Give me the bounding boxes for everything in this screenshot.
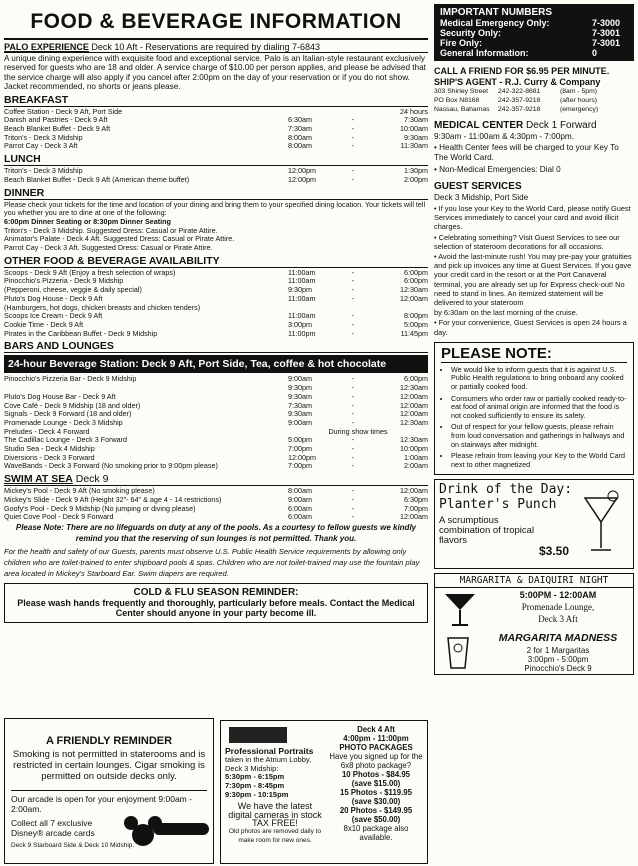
pool-end: 6:30pm — [404, 494, 428, 504]
breakfast-end: 7:30am — [404, 115, 428, 125]
breakfast-start: 7:30am — [288, 124, 312, 134]
bar-row — [4, 462, 428, 471]
breakfast-start: 6:30am — [288, 115, 312, 125]
agent-cell: 242-322-8681 — [498, 88, 541, 95]
other-start: 11:00pm — [288, 328, 316, 338]
note-key-card: • Please refrain from leaving your Key to the World Card next to other magnetized — [451, 452, 627, 469]
bars-heading: BARS AND LOUNGES — [4, 339, 428, 353]
other-row — [4, 330, 428, 339]
pool-row — [4, 496, 428, 505]
margarita-night-box — [434, 573, 634, 675]
lunch-end: 2:00pm — [404, 174, 428, 184]
lunch-end: 1:30pm — [404, 166, 428, 176]
other-name: Pirates in the Caribbean Buffet - Deck 9 Midship — [4, 329, 158, 338]
agent-cell: 303 Shirley Street — [434, 88, 489, 95]
bar-start: 7:30am — [288, 400, 312, 410]
important-title: IMPORTANT NUMBERS — [440, 7, 553, 18]
other-row — [4, 269, 428, 278]
bar-name: Cove Café - Deck 9 Midship (18 and older) — [4, 401, 141, 410]
left-column — [4, 4, 428, 623]
other-name: (Hamburgers, hot dogs, chicken breasts and chicken tenders) — [4, 303, 201, 312]
other-dash: - — [351, 319, 355, 329]
package-15-save: (save $30.00) — [351, 797, 401, 806]
important-list — [440, 18, 628, 58]
pool-safety-note: For the health and safety of our Guests, parents must observe U.S. Public Health Service requirements by allowing only children who are toilet-trained to enter shipboard pools & spas. Children who are not toilet-trained may use the fountain play area located in Mickey's Starboard Ear. Swim diapers are required. — [4, 546, 420, 578]
lifeguard-note: Please Note: There are no lifeguards on duty at any of the pools. As a courtesy to fellow guests we kindly remind you that the reserving of sun lounges is not permitted. Thank you. — [15, 522, 417, 543]
breakfast-row — [4, 108, 428, 117]
bar-dash: - — [351, 374, 355, 384]
bar-end: 12:00am — [400, 409, 428, 419]
other-dash: - — [351, 267, 355, 277]
agent-cell: (emergency) — [560, 106, 599, 113]
other-row — [4, 312, 428, 321]
dinner-seating: 6:00pm Dinner Seating or 8:30pm Dinner Seating — [4, 216, 171, 226]
important-number-value: 7-3001 — [592, 28, 621, 38]
margarita-night-deck: Deck 3 Aft — [538, 614, 578, 625]
other-name: Cookie Time - Deck 9 Aft — [4, 320, 84, 329]
other-end: 11:45pm — [400, 328, 428, 338]
other-list — [4, 269, 428, 339]
old-photos-note: Old photos are removed daily to make room for new ones. — [228, 828, 322, 844]
arcade-hours: Our arcade is open for your enjoyment 9:00am - 2:00am. — [11, 790, 207, 814]
note-raw-food: • Consumers who order raw or partially cooked ready-to-eat food of animal origin are informed that the food is not cooked sufficiently to ensure its safety. — [451, 395, 627, 421]
swim-list — [4, 487, 428, 522]
drink-of-the-day — [434, 479, 634, 569]
portraits-location: taken in the Atrium Lobby, Deck 3 Midship: — [225, 754, 312, 773]
important-number-row — [440, 18, 628, 28]
agent-cell: (8am - 5pm) — [560, 88, 598, 95]
important-number-value: 7-3001 — [592, 38, 621, 48]
portrait-time-3: 9:30pm - 10:15pm — [225, 789, 289, 799]
bar-row — [4, 402, 428, 411]
bar-dash: - — [351, 417, 355, 427]
package-15: 15 Photos - $119.95 — [340, 788, 412, 797]
palo-header — [4, 42, 428, 53]
friendly-reminder-box — [4, 718, 214, 864]
bar-dash: - — [351, 400, 355, 410]
bar-row — [4, 436, 428, 445]
margarita-glass-icon — [443, 590, 477, 628]
guest-celebrating: • Celebrating something? Visit Guest Services to see our selection of stateroom decorations for all occasions. — [434, 232, 620, 251]
bar-row — [4, 445, 428, 454]
package-20: 20 Photos - $149.95 — [339, 806, 413, 815]
bar-row — [4, 384, 428, 393]
agent-row — [434, 105, 634, 114]
palo-title: PALO EXPERIENCE — [4, 42, 89, 52]
bar-dash: - — [351, 452, 355, 462]
other-end: 12:00am — [400, 293, 428, 303]
other-start: 11:00am — [288, 276, 316, 286]
pool-row — [4, 505, 428, 514]
other-end: 5:00pm — [404, 319, 428, 329]
other-end: 6:00pm — [404, 276, 428, 286]
other-start: 3:00pm — [288, 319, 312, 329]
please-note-list — [441, 366, 627, 470]
bar-name: The Cadillac Lounge - Deck 3 Forward — [4, 436, 128, 445]
bar-name: Signals - Deck 9 Forward (18 and older) — [4, 410, 132, 419]
breakfast-end: 24 hours — [400, 106, 428, 116]
breakfast-name: Danish and Pastries - Deck 9 Aft — [4, 116, 108, 125]
bar-row — [4, 410, 428, 419]
margarita-madness-offer: 2 for 1 Margaritas — [526, 646, 590, 656]
cocktail-glass-icon — [577, 488, 625, 558]
lunch-heading: LUNCH — [4, 152, 428, 166]
pool-name: Quiet Cove Pool - Deck 9 Forward — [4, 513, 114, 522]
packages-heading: PHOTO PACKAGES — [339, 743, 413, 752]
drink-description: A scrumptious combination of tropical flavors — [439, 515, 535, 547]
package-20-save: (save $50.00) — [351, 815, 401, 824]
agent-row — [434, 87, 634, 96]
pool-end: 12:00am — [400, 486, 428, 496]
breakfast-dash: - — [351, 115, 355, 125]
other-dash: - — [351, 328, 355, 338]
margarita-madness-location: Pinocchio's Deck 9 — [524, 664, 592, 674]
bottom-boxes — [4, 718, 428, 864]
drink-title: Drink of the Day: Planter's Punch — [439, 482, 573, 513]
dinner-animators: Animator's Palate - Deck 4 Aft. Suggested Dress: Casual or Pirate Attire. — [4, 234, 235, 244]
breakfast-row — [4, 134, 428, 143]
bar-dash: - — [351, 391, 355, 401]
medical-non-emergency: • Non-Medical Emergencies: Dial 0 — [434, 164, 561, 174]
other-start: 11:00am — [288, 293, 316, 303]
arcade-location: Deck 9 Starboard Side & Deck 10 Midship. — [11, 842, 135, 849]
packages-time: 4:00pm - 11:00pm — [343, 734, 409, 743]
right-column — [434, 4, 634, 675]
breakfast-name: Beach Blanket Buffet - Deck 9 Aft — [4, 125, 111, 134]
breakfast-dash: - — [351, 132, 355, 142]
bar-row — [4, 375, 428, 384]
bar-start: 7:00pm — [288, 461, 312, 471]
pool-start: 6:00am — [288, 512, 312, 522]
bar-start: 9:30am — [288, 409, 312, 419]
packages-intro: Have you signed up for the 6x8 photo package? — [329, 752, 423, 770]
bar-dash: - — [351, 461, 355, 471]
pool-dash: - — [351, 512, 355, 522]
bars-list — [4, 375, 428, 427]
margarita-madness-time: 3:00pm - 5:00pm — [527, 655, 589, 665]
pool-row — [4, 487, 428, 496]
agent-cell: Nassau, Bahamas — [434, 106, 490, 113]
quarter-masters-logo — [153, 823, 209, 835]
bar-name: Pinocchio's Pizzeria Bar - Deck 9 Midship — [4, 375, 137, 384]
note-cooked-food: • We would like to inform guests that it is against U.S. Public Health regulations to bring onboard any cooked or partially cooked food. — [451, 366, 627, 392]
margarita-night-title: MARGARITA & DAIQUIRI NIGHT — [435, 574, 633, 588]
bar-row — [4, 393, 428, 402]
lunch-start: 12:00pm — [288, 174, 316, 184]
pool-end: 12:00am — [400, 512, 428, 522]
dinner-tritons: Triton's - Deck 3 Midship. Suggested Dress: Casual or Pirate Attire. — [4, 225, 218, 235]
package-10-save: (save $15.00) — [351, 779, 401, 788]
please-note-box — [434, 342, 634, 476]
bar-dash: - — [351, 383, 355, 393]
call-a-friend: CALL A FRIEND FOR $6.95 PER MINUTE. — [434, 66, 610, 76]
ships-agent-list — [434, 87, 634, 114]
bar-start: 9:30pm — [288, 383, 312, 393]
bar-start: 9:30am — [288, 391, 312, 401]
other-row — [4, 304, 428, 313]
page-title: FOOD & BEVERAGE INFORMATION — [4, 4, 428, 40]
guest-services-location: Deck 3 Midship, Port Side — [434, 192, 529, 202]
guest-statement-time: by 6:30am on the last morning of the cruise. — [434, 308, 578, 318]
other-name: Scoops - Deck 9 Aft (Enjoy a fresh selection of wraps) — [4, 268, 176, 277]
please-note-title: PLEASE NOTE: — [441, 345, 627, 363]
bar-start: 9:00am — [288, 374, 312, 384]
breakfast-heading: BREAKFAST — [4, 93, 428, 107]
bars-list-2 — [4, 436, 428, 471]
other-name: Pinocchio's Pizzeria - Deck 9 Midship — [4, 277, 124, 286]
important-number-value: 7-3000 — [592, 18, 621, 28]
bar-name: Pluto's Dog House Bar - Deck 9 Aft — [4, 392, 116, 401]
pool-name: Mickey's Pool - Deck 9 Aft (No smoking please) — [4, 487, 155, 496]
bar-start: 5:00pm — [288, 435, 312, 445]
breakfast-row — [4, 142, 428, 151]
other-name: (Pepperoni, cheese, veggie & daily special) — [4, 286, 142, 295]
friendly-body: Smoking is not permitted in staterooms and is restricted in certain lounges. Cigar smoking is permitted on outside decks only. — [12, 749, 206, 782]
bar-name: Studio Sea - Deck 4 Midship — [4, 445, 95, 454]
portraits-info — [225, 725, 325, 846]
guest-checkout: • Avoid the last-minute rush! You may pre-pay your gratuities and pick up invoices any time at Guest Services. If you gave your credit card in the resort or at the Port Canaveral terminal, you are already set up for Express check-out! No need to stand in lines. An itemized statement will be delivered to your stateroom — [434, 252, 632, 308]
important-number-value: 0 — [592, 48, 598, 58]
other-end: 6:00pm — [404, 267, 428, 277]
breakfast-name: Triton's - Deck 3 Midship — [4, 133, 83, 142]
pool-start: 6:00am — [288, 503, 312, 513]
margarita-night-location: Promenade Lounge, — [521, 602, 595, 613]
bar-end: 12:30am — [400, 383, 428, 393]
other-name: Pluto's Dog House - Deck 9 Aft — [4, 294, 103, 303]
other-dash: - — [351, 311, 355, 321]
breakfast-row — [4, 116, 428, 125]
other-dash: - — [351, 276, 355, 286]
bar-start: 7:00pm — [288, 444, 312, 454]
dinner-parrot: Parrot Cay - Deck 3 Aft. Suggested Dress: Casual or Pirate Attire. — [4, 243, 213, 253]
guest-24h: • For your convenience, Guest Services is open 24 hours a day. — [434, 318, 627, 337]
other-name: Scoops Ice Cream - Deck 9 Aft — [4, 312, 103, 321]
breakfast-row — [4, 125, 428, 134]
preludes-row: Preludes - Deck 4 Forward During show times — [4, 426, 388, 436]
bar-end: 12:30am — [400, 417, 428, 427]
friendly-title: A FRIENDLY REMINDER — [45, 735, 173, 747]
guest-services-heading: GUEST SERVICES — [434, 180, 522, 192]
dinner-intro: Please check your tickets for the time and location of your dining and bring them to your specified dining location. Your tickets will tell you whether you are to dine at one of the following: — [4, 200, 426, 218]
important-number-row — [440, 48, 628, 58]
medical-hours: 9:30am - 11:00am & 4:30pm - 7:00pm. — [434, 132, 575, 141]
other-heading: OTHER FOOD & BEVERAGE AVAILABILITY — [4, 254, 428, 268]
agent-cell: 242-357-9218 — [498, 106, 541, 113]
breakfast-end: 9:30am — [404, 132, 428, 142]
agent-row — [434, 96, 634, 105]
medical-fees: • Health Center fees will be charged to your Key To The World Card. — [434, 143, 619, 163]
bar-end: 10:00pm — [400, 444, 428, 454]
bar-start: 12:00pm — [288, 452, 316, 462]
pool-dash: - — [351, 486, 355, 496]
bar-end: 1:00am — [404, 452, 428, 462]
agent-cell: (after hours) — [560, 97, 598, 104]
lunch-row — [4, 167, 428, 176]
other-row — [4, 295, 428, 304]
cold-flu-body: Please wash hands frequently and thoroughly, particularly before meals. Contact the Medical Center should anyone in your party become ill. — [17, 597, 415, 619]
lunch-dash: - — [351, 174, 355, 184]
breakfast-name: Parrot Cay - Deck 3 Aft — [4, 142, 78, 151]
frozen-drink-icon — [443, 634, 473, 672]
cold-flu-box — [4, 583, 428, 623]
breakfast-start: 8:00am — [288, 132, 312, 142]
package-10: 10 Photos - $84.95 — [341, 770, 411, 779]
important-number-label: Security Only: — [440, 28, 502, 38]
pool-start: 9:00am — [288, 494, 312, 504]
important-numbers — [434, 4, 634, 61]
bar-end: 2:00am — [404, 461, 428, 471]
margarita-night-time: 5:00PM - 12:00AM — [519, 590, 597, 601]
bar-dash: - — [351, 444, 355, 454]
photo-box — [220, 720, 428, 864]
bar-end: 6:00pm — [404, 374, 428, 384]
breakfast-dash: - — [351, 141, 355, 151]
package-8x10: 8x10 package also available. — [343, 824, 409, 842]
breakfast-end: 10:00am — [400, 124, 428, 134]
packages-location: Deck 4 Aft — [357, 725, 395, 734]
bar-name: WaveBands - Deck 3 Forward (No smoking prior to 9:00pm please) — [4, 462, 218, 471]
other-start: 11:00am — [288, 311, 316, 321]
other-row — [4, 286, 428, 295]
other-end: 12:30am — [400, 285, 428, 295]
breakfast-start: 8:00am — [288, 141, 312, 151]
important-number-row — [440, 38, 628, 48]
note-quiet-hours: • Out of respect for your fellow guests, please refrain from loud conversation and gatherings in hallways and on stairways after midnight. — [451, 423, 627, 449]
bar-dash: - — [351, 409, 355, 419]
bar-row — [4, 454, 428, 463]
pool-dash: - — [351, 494, 355, 504]
other-row — [4, 321, 428, 330]
medical-heading: MEDICAL CENTER Deck 1 Forward — [434, 120, 597, 131]
bar-end: 12:30am — [400, 435, 428, 445]
lunch-list — [4, 167, 428, 184]
bar-end: 12:00am — [400, 391, 428, 401]
cold-flu-title: COLD & FLU SEASON REMINDER: — [133, 586, 299, 598]
breakfast-end: 11:30am — [400, 141, 428, 151]
pool-end: 7:00pm — [404, 503, 428, 513]
portrait-time-1: 5:30pm - 6:15pm — [225, 772, 285, 782]
breakfast-name: Coffee Station - Deck 9 Aft, Port Side — [4, 107, 123, 116]
other-end: 8:00pm — [404, 311, 428, 321]
pool-dash: - — [351, 503, 355, 513]
important-number-label: Fire Only: — [440, 38, 483, 48]
lunch-start: 12:00pm — [288, 166, 316, 176]
other-start: 9:30pm — [288, 285, 312, 295]
agent-cell: 242-357-9218 — [498, 97, 541, 104]
ships-agent-title: SHIP'S AGENT - R.J. Curry & Company — [434, 77, 601, 87]
bar-name: Diversions - Deck 3 Forward — [4, 453, 95, 462]
portraits-heading: Professional Portraits — [225, 746, 314, 756]
lunch-name: Triton's - Deck 3 Midship — [4, 167, 83, 176]
other-start: 11:00am — [288, 267, 316, 277]
pool-row — [4, 513, 428, 522]
other-row — [4, 277, 428, 286]
palo-description: A unique dining experience with exquisite food and exceptional service. Palo is an Italian-style restaurant exclusively reserved for guests who are 18 and older. A service charge of $10.00 per person applies, and please be advised that the service charge will also apply if you cancel after 2:00pm on the day of your reservation or if you do not show. Jacket recommended, no shorts or jeans please. — [4, 54, 426, 92]
breakfast-dash: - — [351, 124, 355, 134]
dinner-heading: DINNER — [4, 186, 428, 200]
pool-start: 8:00am — [288, 486, 312, 496]
lunch-row — [4, 176, 428, 185]
arcade-cards: Collect all 7 exclusive Disney® arcade cards — [11, 818, 95, 838]
beverage-station-banner: 24-hour Beverage Station: Deck 9 Aft, Port Side, Tea, coffee & hot chocolate — [4, 355, 428, 373]
pool-name: Goofy's Pool - Deck 9 Midship (No jumping or diving please) — [4, 504, 196, 513]
photo-packages — [327, 725, 425, 842]
bar-name: Promenade Lounge - Deck 3 Midship — [4, 418, 123, 427]
bar-end: 12:00am — [400, 400, 428, 410]
portrait-time-2: 7:30pm - 8:45pm — [225, 781, 285, 791]
pool-name: Mickey's Slide - Deck 9 Aft (Height 32"- 64" & age 4 - 14 restrictions) — [4, 495, 222, 504]
bar-name — [4, 384, 288, 393]
bar-dash: - — [351, 435, 355, 445]
palo-reservation: Deck 10 Aft - Reservations are required by dialing 7-6843 — [88, 42, 320, 52]
agent-cell: PO Box N8168 — [434, 97, 480, 104]
lunch-name: Beach Blanket Buffet - Deck 9 Aft (American theme buffet) — [4, 175, 190, 184]
important-number-label: General Information: — [440, 48, 529, 58]
margarita-madness-title: MARGARITA MADNESS — [498, 632, 618, 645]
other-dash: - — [351, 285, 355, 295]
other-dash: - — [351, 293, 355, 303]
drink-price: $3.50 — [539, 544, 570, 559]
lunch-dash: - — [351, 166, 355, 176]
breakfast-list — [4, 108, 428, 152]
swim-heading: SWIM AT SEA Deck 9 — [4, 472, 428, 486]
guest-lost-card: • If you lose your Key to the World Card, please notify Guest Services immediately to cancel your card and avoid illicit charges. — [434, 204, 631, 232]
digital-cameras: We have the latest digital cameras in stock TAX FREE! — [228, 800, 322, 829]
important-number-label: Medical Emergency Only: — [440, 18, 550, 28]
bar-start: 9:00am — [288, 417, 312, 427]
important-number-row — [440, 28, 628, 38]
